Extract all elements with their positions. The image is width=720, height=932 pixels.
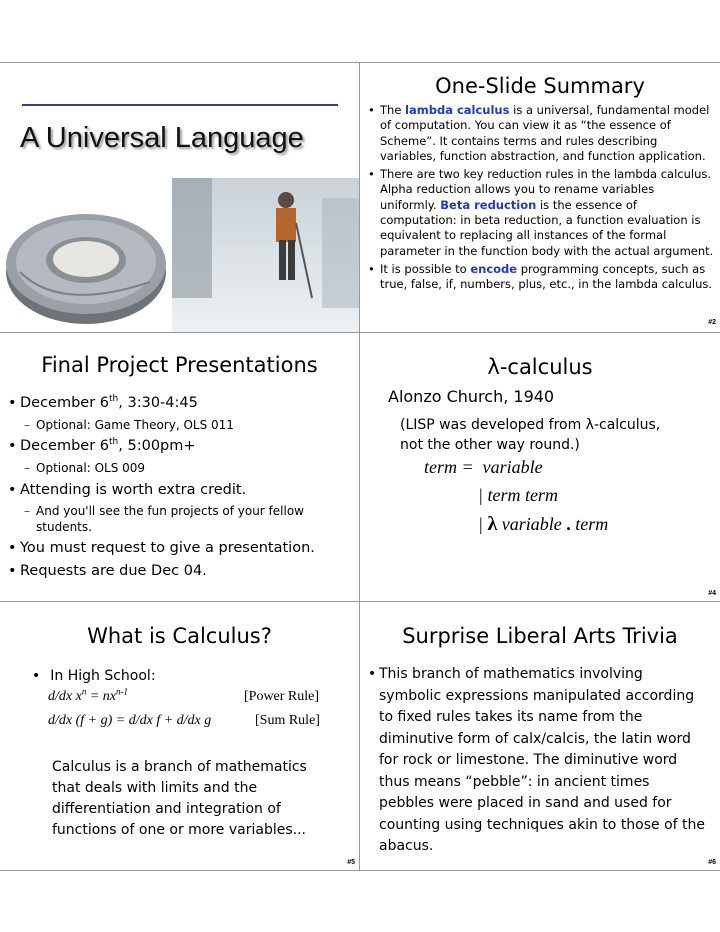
trivia-line-4: diminutive form of calx/calcis, the latin word — [379, 730, 691, 747]
bullet-dec6-afternoon: • December 6th, 3:30-4:45 — [8, 394, 198, 411]
definition-line-2: that deals with limits and the — [52, 780, 258, 796]
slide-number: #4 — [708, 590, 716, 597]
summary-bullet-1: • The lambda calculus is a universal, fundamental model of computation. You can view it as “the essence of Scheme”. It contains terms and rules describing variables, function abstraction, and function application. — [368, 103, 714, 164]
slide-3 — [0, 333, 359, 601]
grid-line-bottom — [0, 870, 720, 871]
sub-fun-projects: – And you'll see the fun projects of your fellow students. — [24, 504, 304, 534]
slide-number: #6 — [708, 859, 716, 866]
walking-man-image — [172, 178, 359, 332]
grammar-line-3: | λ variable . term — [478, 513, 609, 535]
slide-4-subtitle: Alonzo Church, 1940 — [388, 387, 555, 406]
slide-3-title: Final Project Presentations — [41, 353, 318, 377]
bullet-due-date: • Requests are due Dec 04. — [8, 563, 207, 579]
trivia-line-1: This branch of mathematics involving — [379, 666, 643, 682]
trivia-bullet-dot: • — [368, 666, 377, 682]
calculus-definition — [52, 757, 307, 841]
summary-bullet-3: • It is possible to encode programming concepts, such as true, false, if, numbers, plus, etc., in the lambda calculus. — [368, 262, 714, 293]
trivia-line-6: thus means “pebble”: in ancient times — [379, 773, 650, 790]
trivia-line-5: for rock or limestone. The diminutive word — [379, 752, 678, 768]
grammar-line-2: | term term — [478, 485, 558, 505]
sum-rule-name: [Sum Rule] — [255, 713, 320, 728]
definition-line-1: Calculus is a branch of mathematics — [52, 759, 307, 775]
sub-game-theory: – Optional: Game Theory, OLS 011 — [24, 418, 234, 432]
slide-6-title: Surprise Liberal Arts Trivia — [402, 624, 678, 648]
slide-1 — [0, 62, 359, 332]
trivia-line-9: abacus. — [379, 838, 434, 854]
trivia-line-2: symbolic expressions manipulated according — [379, 687, 695, 704]
title-rule — [22, 104, 338, 106]
lisp-note-line-2: not the other way round.) — [400, 437, 580, 453]
power-rule: d/dx $x^n = nx^{n-1}$ — [48, 686, 128, 704]
slide-4-title: λ-calculus — [487, 355, 593, 379]
slide-5 — [0, 602, 359, 870]
high-school-bullet: • In High School: — [32, 668, 156, 684]
slide-number: #5 — [347, 859, 355, 866]
definition-line-3: differentiation and integration of — [52, 801, 281, 817]
slide-number: #2 — [708, 319, 716, 326]
slide-2 — [360, 62, 720, 332]
bullet-request: • You must request to give a presentation. — [8, 540, 315, 556]
sub-ols009: – Optional: OLS 009 — [24, 461, 146, 475]
sum-rule: d/dx (f + g) = d/dx f + d/dx g — [48, 713, 212, 728]
slide-1-title: A Universal Language — [20, 122, 304, 154]
summary-list — [368, 103, 714, 296]
definition-line-4: functions of one or more variables... — [52, 822, 306, 838]
trivia-text — [379, 664, 719, 858]
power-rule-name: [Power Rule] — [244, 689, 320, 704]
duct-tape-image — [0, 202, 172, 332]
slide-5-title: What is Calculus? — [87, 624, 272, 648]
lisp-note-line-1: (LISP was developed from λ-calculus, — [400, 417, 661, 433]
trivia-line-3: to fixed rules takes its name from the — [379, 709, 643, 725]
slide-4 — [360, 333, 720, 601]
bullet-dec6-evening: • December 6th, 5:00pm+ — [8, 437, 196, 454]
slide-2-title: One-Slide Summary — [435, 74, 645, 98]
trivia-line-7: pebbles were placed in sand and used for — [379, 795, 672, 811]
grammar-line-1: term = variable — [424, 457, 543, 477]
slide-6 — [360, 602, 720, 870]
bullet-extra-credit: • Attending is worth extra credit. — [8, 482, 247, 498]
lisp-note — [400, 415, 660, 455]
trivia-line-8: counting using techniques akin to those of the — [379, 816, 706, 833]
summary-bullet-2: • There are two key reduction rules in the lambda calculus. Alpha reduction allows you to rename variables uniformly. Beta reduction is the essence of computation: in beta reduction, a function evaluation is equivalent to replacing all instances of the formal parameter in the function body with the actual argument. — [368, 167, 714, 259]
